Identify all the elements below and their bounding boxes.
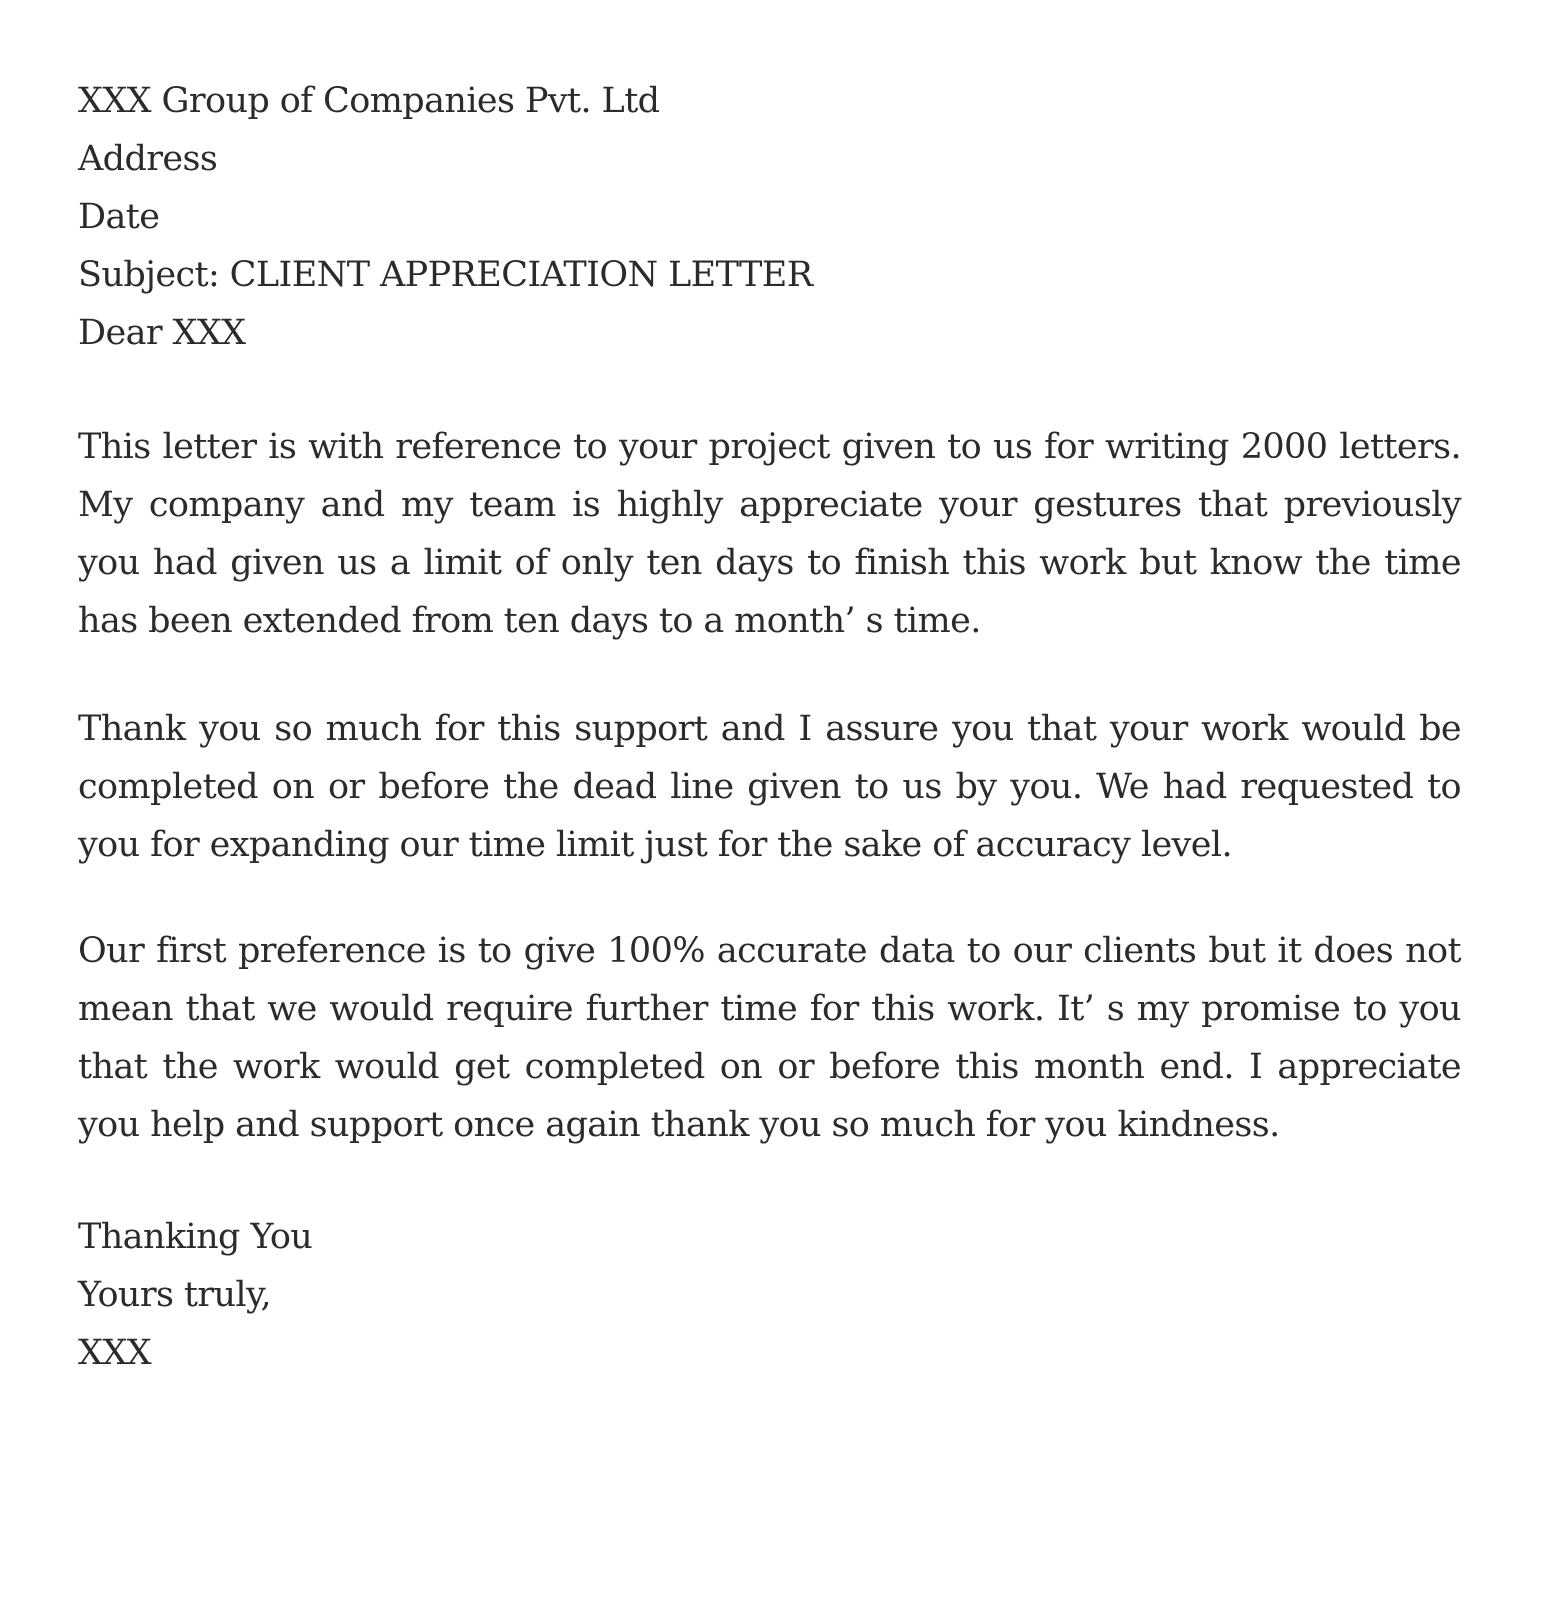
company-name: XXX Group of Companies Pvt. Ltd — [78, 81, 660, 121]
sender-name: XXX — [78, 1333, 151, 1373]
letter-document — [78, 72, 1461, 1382]
subject-line: Subject: CLIENT APPRECIATION LETTER — [78, 255, 813, 295]
closing-signoff: Yours truly, — [78, 1275, 272, 1315]
address-line: Address — [78, 139, 218, 179]
date-line: Date — [78, 197, 160, 237]
letter-header — [78, 72, 1461, 362]
closing-thanks: Thanking You — [78, 1217, 313, 1257]
salutation: Dear XXX — [78, 313, 246, 353]
body-paragraph-2: Thank you so much for this support and I assure you that your work would be completed on or before the dead line given to us by you. We had requested to you for expanding our time limit just for the sake of accuracy level. — [78, 709, 1461, 865]
body-paragraph-3: Our first preference is to give 100% accurate data to our clients but it does not mean that we would require further time for this work. It’ s my promise to you that the work would get completed on or before this month end. I appreciate you help and support once again thank you so much for you kindness. — [78, 931, 1461, 1145]
letter-closing — [78, 1208, 1461, 1382]
letter-body — [78, 418, 1461, 1154]
body-paragraph-1: This letter is with reference to your project given to us for writing 2000 letters. My company and my team is highly appreciate your gestures that previously you had given us a limit of only ten days to finish this work but know the time has been extended from ten days to a month’ s time. — [78, 427, 1461, 641]
